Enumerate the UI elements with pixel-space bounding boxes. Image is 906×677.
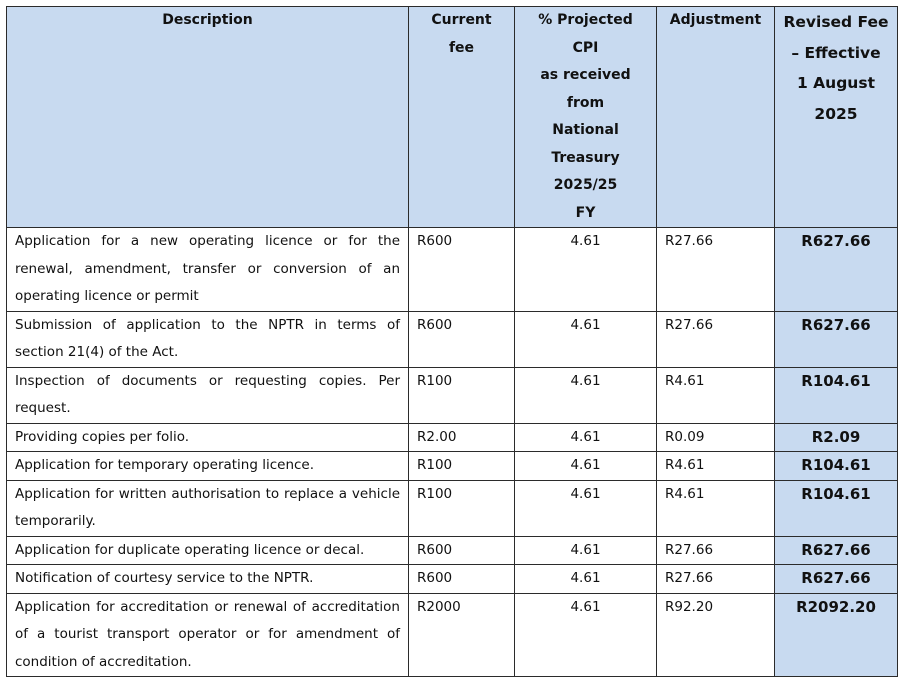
cell-adjustment: R27.66 (657, 565, 775, 594)
cell-current-fee: R600 (409, 536, 515, 565)
cell-description: Application for temporary operating licence. (7, 452, 409, 481)
header-row (7, 7, 898, 228)
cell-current-fee: R100 (409, 367, 515, 423)
cell-adjustment: R92.20 (657, 593, 775, 677)
header-revised-line: Revised Fee (783, 13, 889, 31)
cell-current-fee: R600 (409, 311, 515, 367)
table-row (7, 228, 898, 312)
header-cpi-line: Treasury 2025/25 (551, 149, 620, 193)
header-projected-cpi (515, 7, 657, 228)
cell-description: Inspection of documents or requesting copies. Per request. (7, 367, 409, 423)
cell-cpi: 4.61 (515, 452, 657, 481)
table-row (7, 452, 898, 481)
header-cpi-line: National (552, 122, 619, 138)
cell-cpi: 4.61 (515, 565, 657, 594)
cell-adjustment: R0.09 (657, 423, 775, 452)
cell-cpi: 4.61 (515, 228, 657, 312)
cell-revised-fee: R627.66 (775, 228, 898, 312)
cell-cpi: 4.61 (515, 423, 657, 452)
cell-cpi: 4.61 (515, 480, 657, 536)
cell-description: Application for accreditation or renewal of accreditation of a tourist transport operator or for amendment of condition of accreditation. (7, 593, 409, 677)
cell-cpi: 4.61 (515, 536, 657, 565)
cell-adjustment: R27.66 (657, 228, 775, 312)
header-description: Description (7, 7, 409, 228)
table-row (7, 565, 898, 594)
header-cpi-line: as received from (540, 67, 631, 111)
cell-revised-fee: R104.61 (775, 480, 898, 536)
cell-current-fee: R100 (409, 480, 515, 536)
table-row (7, 593, 898, 677)
header-adjustment: Adjustment (657, 7, 775, 228)
cell-revised-fee: R627.66 (775, 536, 898, 565)
cell-description: Application for a new operating licence or for the renewal, amendment, transfer or conversion of an operating licence or permit (7, 228, 409, 312)
cell-revised-fee: R627.66 (775, 311, 898, 367)
cell-adjustment: R4.61 (657, 367, 775, 423)
cell-cpi: 4.61 (515, 593, 657, 677)
header-cpi-line: FY (575, 204, 596, 221)
cell-revised-fee: R2092.20 (775, 593, 898, 677)
header-revised-line: 1 August (797, 74, 875, 92)
table-row (7, 536, 898, 565)
cell-cpi: 4.61 (515, 311, 657, 367)
table-row (7, 367, 898, 423)
cell-revised-fee: R627.66 (775, 565, 898, 594)
cell-adjustment: R27.66 (657, 536, 775, 565)
cell-description: Application for written authorisation to replace a vehicle temporarily. (7, 480, 409, 536)
header-revised-line: 2025 (814, 104, 858, 123)
cell-description: Application for duplicate operating licence or decal. (7, 536, 409, 565)
cell-current-fee: R2.00 (409, 423, 515, 452)
cell-revised-fee: R104.61 (775, 367, 898, 423)
cell-current-fee: R2000 (409, 593, 515, 677)
cell-cpi: 4.61 (515, 367, 657, 423)
table-row (7, 311, 898, 367)
cell-adjustment: R4.61 (657, 480, 775, 536)
cell-adjustment: R4.61 (657, 452, 775, 481)
cell-description: Submission of application to the NPTR in terms of section 21(4) of the Act. (7, 311, 409, 367)
cell-revised-fee: R104.61 (775, 452, 898, 481)
table-row (7, 423, 898, 452)
cell-description: Notification of courtesy service to the NPTR. (7, 565, 409, 594)
cell-revised-fee: R2.09 (775, 423, 898, 452)
header-cpi-line: % Projected CPI (538, 12, 633, 56)
header-revised-fee (775, 7, 898, 228)
cell-current-fee: R100 (409, 452, 515, 481)
cell-adjustment: R27.66 (657, 311, 775, 367)
header-revised-line: – Effective (791, 43, 881, 62)
fee-table (6, 6, 898, 677)
cell-description: Providing copies per folio. (7, 423, 409, 452)
cell-current-fee: R600 (409, 228, 515, 312)
header-current-fee: Current fee (409, 7, 515, 228)
table-row (7, 480, 898, 536)
cell-current-fee: R600 (409, 565, 515, 594)
